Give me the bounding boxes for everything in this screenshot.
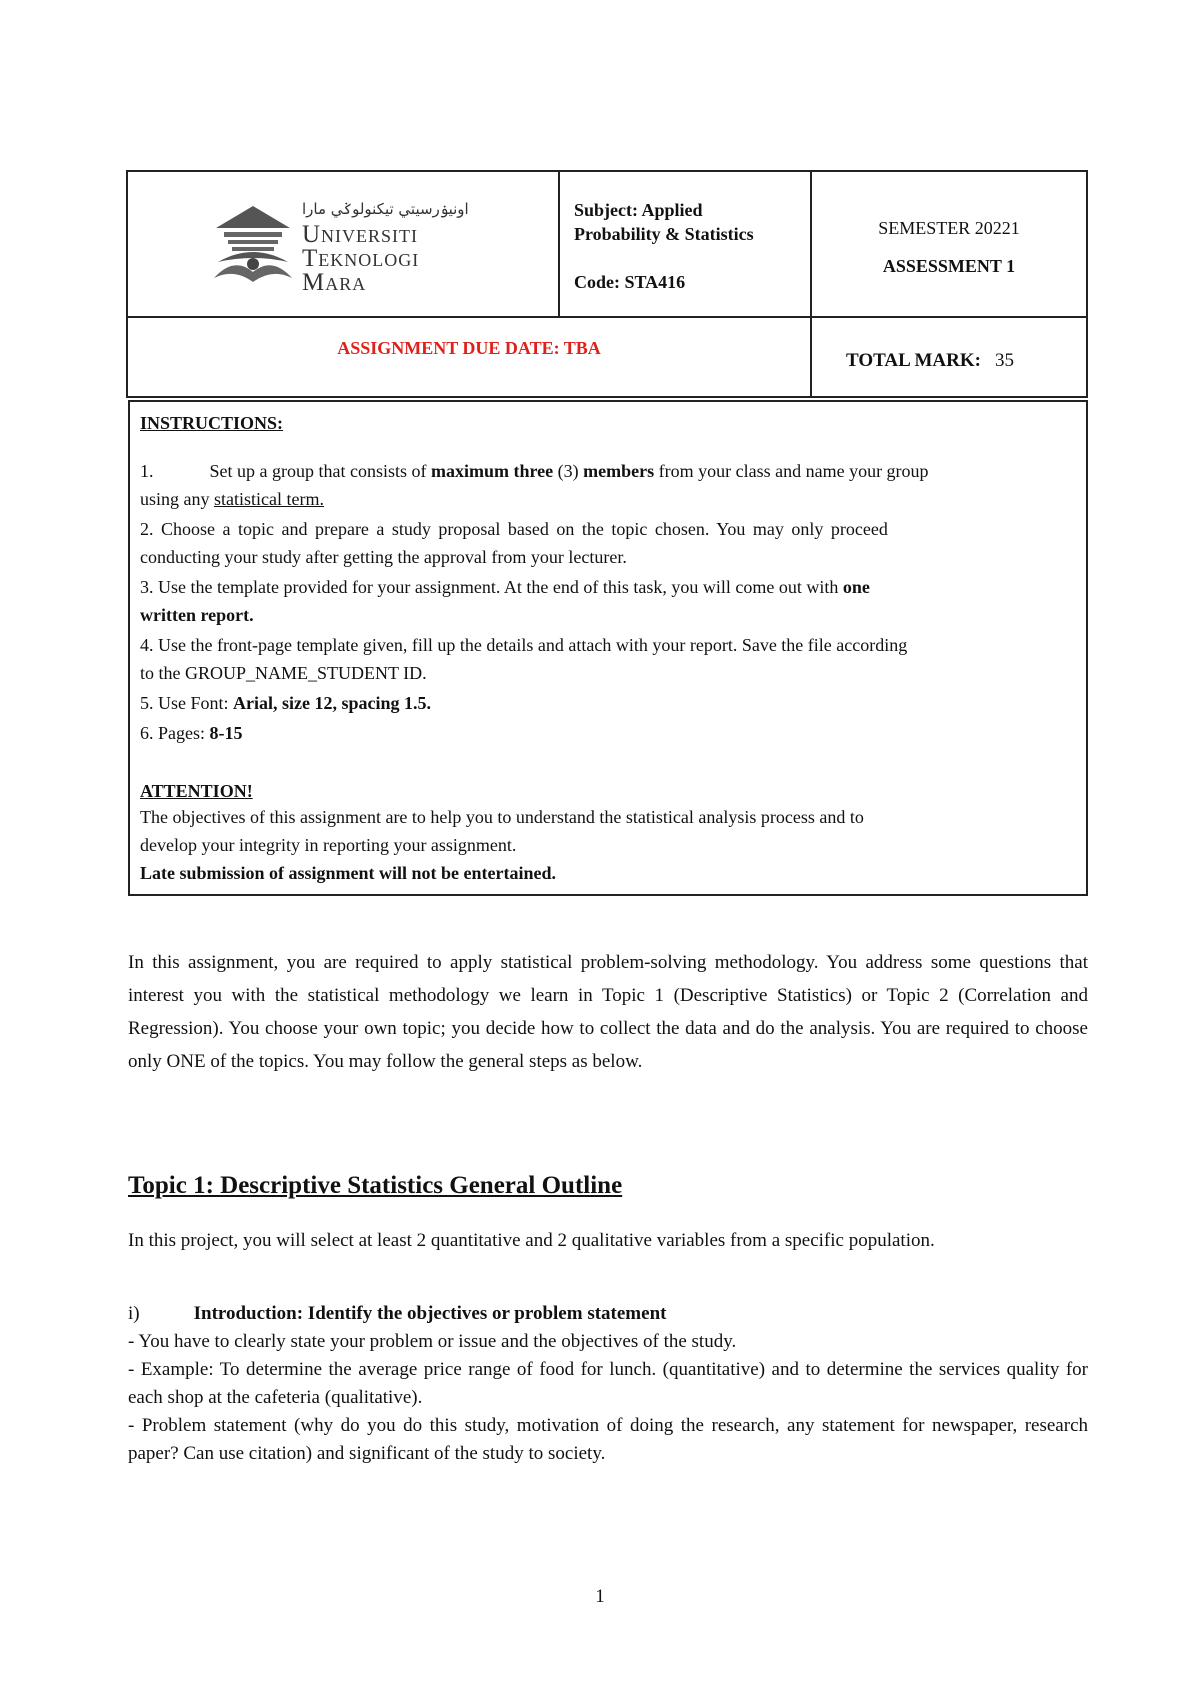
semester: SEMESTER 20221 [878,218,1020,238]
instruction-4-line1: 4. Use the front-page template given, fill up the details and attach with your report. Save the file according [140,635,908,655]
header-table [126,170,1088,398]
university-arabic-name: اونيۏرسيتي تيكنولوݢي مارا [302,200,469,218]
attention-line3: Late submission of assignment will not be entertained. [140,863,557,883]
instruction-1-rest: from your class and name your group [654,461,929,481]
instruction-6-bold: 8-15 [209,723,243,743]
course-code: Code: STA416 [574,272,686,292]
instruction-6-text: 6. Pages: [140,723,210,743]
subject-line2: Probability & Statistics [574,224,754,244]
instruction-1-count: (3) [553,461,584,481]
instruction-1-cont-text: using any [140,489,214,509]
due-date: ASSIGNMENT DUE DATE: TBA [337,338,601,358]
uitm-emblem-icon [210,202,296,292]
bullet-1: - You have to clearly state your problem or issue and the objectives of the study. [128,1331,737,1352]
attention-heading: ATTENTION! [140,781,253,801]
instructions-title: INSTRUCTIONS: [140,413,284,433]
instruction-5-text: 5. Use Font: [140,693,234,713]
instruction-3-text: 3. Use the template provided for your assignment. At the end of this task, you will come out with [140,577,843,597]
page-number: 1 [595,1586,605,1607]
instruction-1-members: members [583,461,655,481]
instruction-6 [140,722,1076,744]
bullet-2: - Example: To determine the average price range of food for lunch. (quantitative) and to determine the services quality for each shop at the cafeteria (qualitative). [128,1359,1088,1408]
instruction-2-line1: 2. Choose a topic and prepare a study proposal based on the topic chosen. You may only proceed [140,519,888,539]
university-name-line2: Teknologi [302,245,420,272]
total-mark-value: 35 [994,350,1014,371]
topic1-intro: In this project, you will select at least 2 quantitative and 2 qualitative variables from a specific population. [128,1230,935,1251]
instructions-box [128,400,1088,896]
step-introduction [128,1300,1088,1328]
instruction-5-bold: Arial, size 12, spacing 1.5. [233,693,432,713]
instruction-4-line2: to the GROUP_NAME_STUDENT ID. [140,663,427,683]
intro-paragraph: In this assignment, you are required to apply statistical problem-solving methodology. You address some questions that interest you with the statistical methodology we learn in Topic 1 (Descriptive Statistics) or Topic 2 (Correlation and Regression). You choose your own topic; you decide how to collect the data and do the analysis. You are required to choose only ONE of the topics. You may follow the general steps as below. [128,952,1088,1072]
instruction-3-line1 [140,576,1076,598]
instruction-3-line2: written report. [140,605,254,625]
instruction-1-statistical-term: statistical term. [214,489,324,509]
instruction-1-text: Set up a group that consists of [209,461,431,481]
instruction-1 [140,460,1076,482]
subject-line1: Subject: Applied [574,200,703,220]
bullet-3: - Problem statement (why do you do this study, motivation of doing the research, any statement for newspaper, research paper? Can use citation) and significant of the study to society. [128,1415,1088,1464]
university-name-line3: Mara [302,269,367,296]
step-number: i) [128,1303,140,1324]
semester-cell [812,172,1086,318]
assessment: ASSESSMENT 1 [882,256,1016,276]
instruction-1-number: 1. [140,461,154,481]
subject-cell [560,172,810,318]
total-mark-label: TOTAL MARK: [846,350,981,371]
attention-line2: develop your integrity in reporting your assignment. [140,835,517,855]
instruction-5 [140,692,1076,714]
attention-line1: The objectives of this assignment are to help you to understand the statistical analysis process and to [140,807,864,827]
uitm-logo [210,200,470,296]
instruction-2-line2: conducting your study after getting the approval from your lecturer. [140,547,627,567]
instruction-1-bold: maximum three [430,461,554,481]
instruction-3-bold: one [842,577,870,597]
topic1-heading: Topic 1: Descriptive Statistics General Outline [128,1172,623,1199]
university-name-line1: Universiti [302,221,419,248]
instruction-1-cont [140,488,1076,510]
logo-cell [128,172,558,318]
step-title: Introduction: Identify the objectives or problem statement [193,1303,667,1324]
total-mark [846,350,1014,372]
